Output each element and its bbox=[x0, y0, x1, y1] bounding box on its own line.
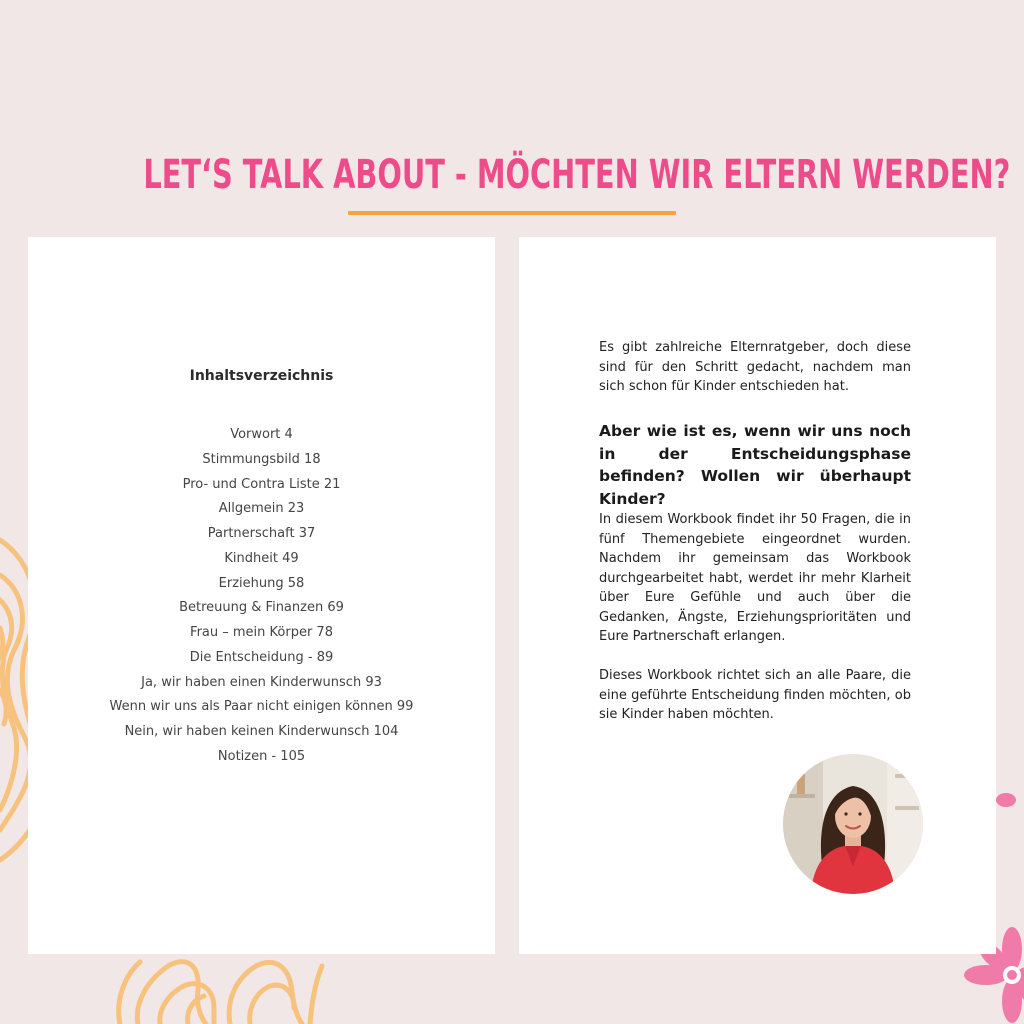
toc-item: Kindheit 49 bbox=[224, 550, 299, 566]
page-headline: LET‘S TALK ABOUT - MÖCHTEN WIR ELTERN WERDEN? bbox=[143, 151, 1011, 198]
toc-item: Nein, wir haben keinen Kinderwunsch 104 bbox=[124, 724, 399, 739]
petal-decoration bbox=[996, 793, 1016, 807]
toc-item: Notizen - 105 bbox=[217, 748, 306, 764]
toc-item: Ja, wir haben einen Kinderwunsch 93 bbox=[141, 674, 382, 690]
body-paragraph-2: Dieses Workbook richtet sich an alle Paare, die eine geführte Entscheidung finden möchten, ob sie Kinder haben möchten. bbox=[599, 668, 911, 722]
toc-item: Allgemein 23 bbox=[218, 501, 305, 517]
question-heading: Aber wie ist es, wenn wir uns noch in der Entscheidungsphase befinden? Wollen wir überhaupt Kinder? bbox=[599, 422, 911, 508]
author-portrait-image bbox=[783, 754, 923, 894]
toc-item: Wenn wir uns als Paar nicht einigen können 99 bbox=[109, 699, 414, 715]
toc-item: Partnerschaft 37 bbox=[207, 526, 316, 541]
wave-lines-bottom bbox=[119, 962, 322, 1024]
toc-item: Pro- und Contra Liste 21 bbox=[182, 476, 341, 492]
page-table-of-contents bbox=[28, 237, 495, 954]
toc-title: Inhaltsverzeichnis bbox=[189, 368, 334, 384]
toc-item: Vorwort 4 bbox=[230, 427, 293, 442]
toc-list bbox=[28, 423, 495, 770]
toc-item: Stimmungsbild 18 bbox=[202, 451, 321, 467]
toc-item: Betreuung & Finanzen 69 bbox=[179, 600, 344, 616]
toc-item: Die Entscheidung - 89 bbox=[189, 649, 334, 665]
toc-item: Frau – mein Körper 78 bbox=[190, 625, 333, 640]
intro-paragraph: Es gibt zahlreiche Elternratgeber, doch diese sind für den Schritt gedacht, nachdem man sich schon für Kinder entschieden hat. bbox=[599, 340, 911, 394]
headline-underline bbox=[348, 211, 676, 215]
page-description bbox=[519, 237, 996, 954]
body-paragraph-1: In diesem Workbook findet ihr 50 Fragen, die in fünf Themengebiete eingeordnet wurden. Nachdem ihr gemeinsam das Workbook durchgearbeitet habt, werdet ihr mehr Klarheit über Eure Gefühle und auch über die Gedanken, Ängste, Erziehungsprioritäten und Eure Partnerschaft erlangen. bbox=[599, 512, 911, 644]
author-avatar bbox=[783, 754, 923, 894]
toc-item: Erziehung 58 bbox=[218, 575, 305, 591]
